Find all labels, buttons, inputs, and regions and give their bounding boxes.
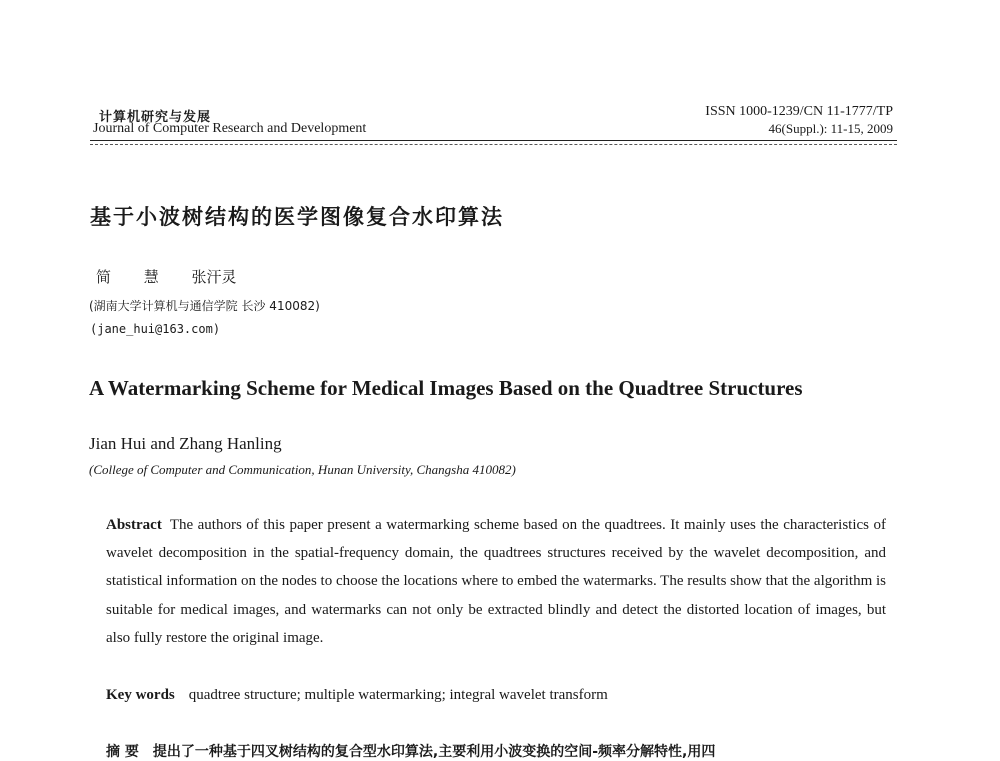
volume-line: 46(Suppl.): 11-15, 2009 (768, 121, 893, 136)
keywords-en (106, 687, 608, 704)
abstract-cn-label: 摘 要 (106, 744, 139, 760)
journal-title-cn: 计算机研究与发展 (99, 110, 212, 125)
keywords-label: Key words (106, 687, 175, 703)
abstract-en (106, 511, 886, 652)
abstract-label: Abstract (106, 517, 162, 533)
paper-title-cn: 基于小波树结构的医学图像复合水印算法 (90, 205, 504, 229)
keywords-text: quadtree structure; multiple watermarking; integral wavelet transform (188, 687, 608, 703)
affiliation-en: (College of Computer and Communication, Hunan University, Changsha 410082) (89, 462, 516, 477)
authors-cn: 简 慧 张汗灵 (96, 268, 237, 286)
affiliation-cn: (湖南大学计算机与通信学院 长沙 410082) (89, 299, 320, 313)
journal-title-en: Journal of Computer Research and Development (93, 121, 367, 136)
author-email: (jane_hui@163.com) (90, 322, 221, 336)
paper-title-en: A Watermarking Scheme for Medical Images Based on the Quadtree Structures (89, 376, 803, 400)
header-rule (90, 140, 897, 141)
abstract-cn (106, 741, 715, 761)
abstract-cn-text: 提出了一种基于四叉树结构的复合型水印算法,主要利用小波变换的空间-频率分解特性,用四 (152, 744, 716, 760)
abstract-text: The authors of this paper present a watermarking scheme based on the quadtrees. It mainly uses the characteristics of wavelet decomposition in the spatial-frequency domain, the quadtrees structures received by the wavelet decomposition, and statistical information on the nodes to choose the locations where to embed the watermarks. The results show that the algorithm is suitable for medical images, and watermarks can not only be extracted blindly and detect the distorted location of images, but also fully restore the original image. (106, 517, 886, 646)
issn-line: ISSN 1000-1239/CN 11-1777/TP (705, 104, 893, 119)
header-rule-secondary (90, 144, 897, 145)
authors-en: Jian Hui and Zhang Hanling (89, 434, 282, 453)
